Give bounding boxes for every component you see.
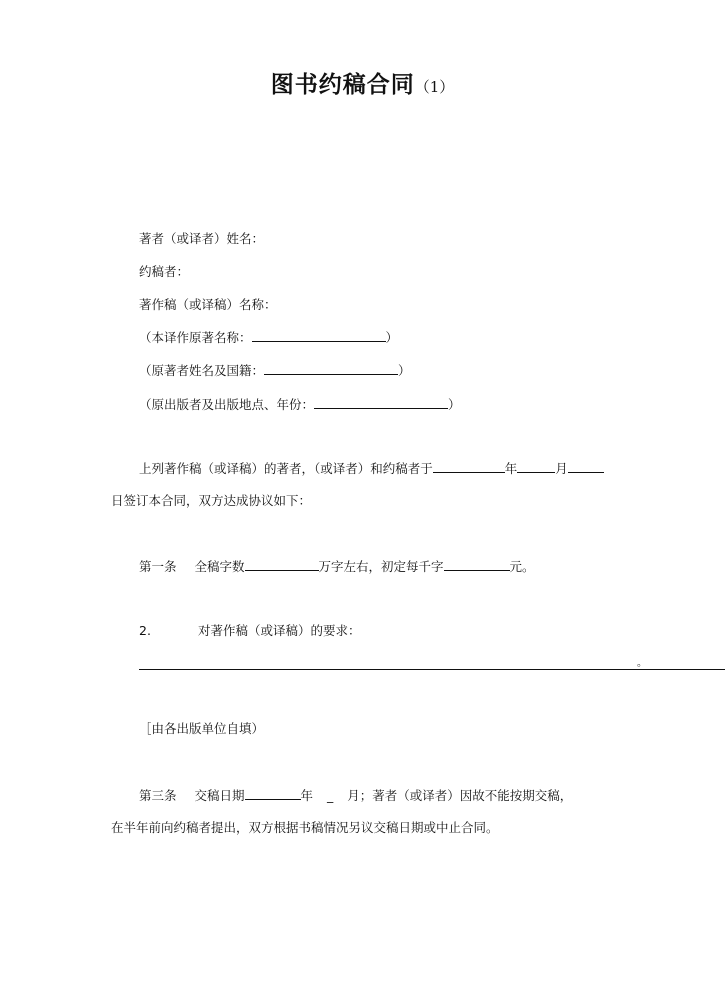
article-1-rate-blank bbox=[444, 558, 510, 571]
original-author-blank bbox=[264, 362, 398, 375]
preamble-day-blank bbox=[568, 460, 604, 473]
commissioner-label: 约稿者： bbox=[139, 264, 190, 279]
title-sub: （1） bbox=[414, 78, 455, 96]
preamble-line-2 bbox=[111, 493, 311, 509]
article-2-number: 2. bbox=[139, 623, 151, 638]
original-publisher-line bbox=[139, 396, 461, 413]
author-name-line bbox=[139, 231, 264, 247]
article-3-label: 第三条 bbox=[139, 788, 177, 803]
work-title-line bbox=[139, 297, 277, 313]
preamble-month-blank bbox=[517, 460, 555, 473]
author-name-label: 著者（或译者）姓名： bbox=[139, 231, 265, 246]
commissioner-line bbox=[139, 264, 189, 280]
article-3-text-2: 在半年前向约稿者提出，双方根据书稿情况另议交稿日期或中止合同。 bbox=[111, 820, 499, 835]
article-1-unit: 元。 bbox=[509, 559, 535, 574]
original-title-label: （本译作原著名称： bbox=[139, 330, 252, 345]
article-3-month-blank: _ bbox=[327, 788, 334, 803]
preamble-text: 上列著作稿（或译稿）的著者，（或译者）和约稿者于 bbox=[139, 461, 433, 476]
article-2-line bbox=[139, 623, 360, 639]
preamble-text-2: 日签订本合同，双方达成协议如下： bbox=[111, 493, 312, 508]
original-author-label: （原著者姓名及国籍： bbox=[139, 363, 265, 378]
original-publisher-close: ） bbox=[448, 397, 461, 412]
article-3-year: 年 bbox=[300, 788, 314, 803]
original-title-line bbox=[139, 329, 398, 346]
article-2-note: ［由各出版单位自填） bbox=[139, 721, 265, 736]
article-2-text: 对著作稿（或译稿）的要求： bbox=[197, 623, 361, 638]
article-2-note-line bbox=[139, 721, 264, 737]
preamble-month: 月 bbox=[555, 461, 568, 476]
article-3-line bbox=[139, 787, 572, 804]
article-1-line bbox=[139, 558, 535, 575]
article-3-date-label: 交稿日期 bbox=[194, 788, 245, 803]
article-3-year-blank bbox=[245, 787, 301, 800]
article-2-fill-line bbox=[139, 669, 725, 670]
article-1-rate-label: 万字左右，初定每千字 bbox=[318, 559, 444, 574]
title-main: 图书约稿合同 bbox=[270, 71, 415, 98]
article-1-word-count-label: 全稿字数 bbox=[194, 559, 245, 574]
article-2-end-mark: 。 bbox=[637, 658, 647, 669]
original-author-line bbox=[139, 362, 411, 379]
article-3-month-text: 月；著者（或译者）因故不能按期交稿， bbox=[347, 788, 573, 803]
preamble-line-1 bbox=[139, 460, 604, 477]
original-publisher-label: （原出版者及出版地点、年份： bbox=[139, 397, 315, 412]
original-title-close: ） bbox=[385, 330, 399, 345]
original-publisher-blank bbox=[314, 396, 448, 409]
work-title-label: 著作稿（或译稿）名称： bbox=[139, 297, 277, 312]
preamble-year: 年 bbox=[504, 461, 518, 476]
document-title bbox=[0, 66, 725, 99]
preamble-year-blank bbox=[433, 460, 505, 473]
original-title-blank bbox=[252, 329, 386, 342]
article-3-line-2 bbox=[111, 820, 499, 836]
original-author-close: ） bbox=[398, 363, 411, 378]
article-1-word-count-blank bbox=[245, 558, 319, 571]
article-1-label: 第一条 bbox=[139, 559, 177, 574]
